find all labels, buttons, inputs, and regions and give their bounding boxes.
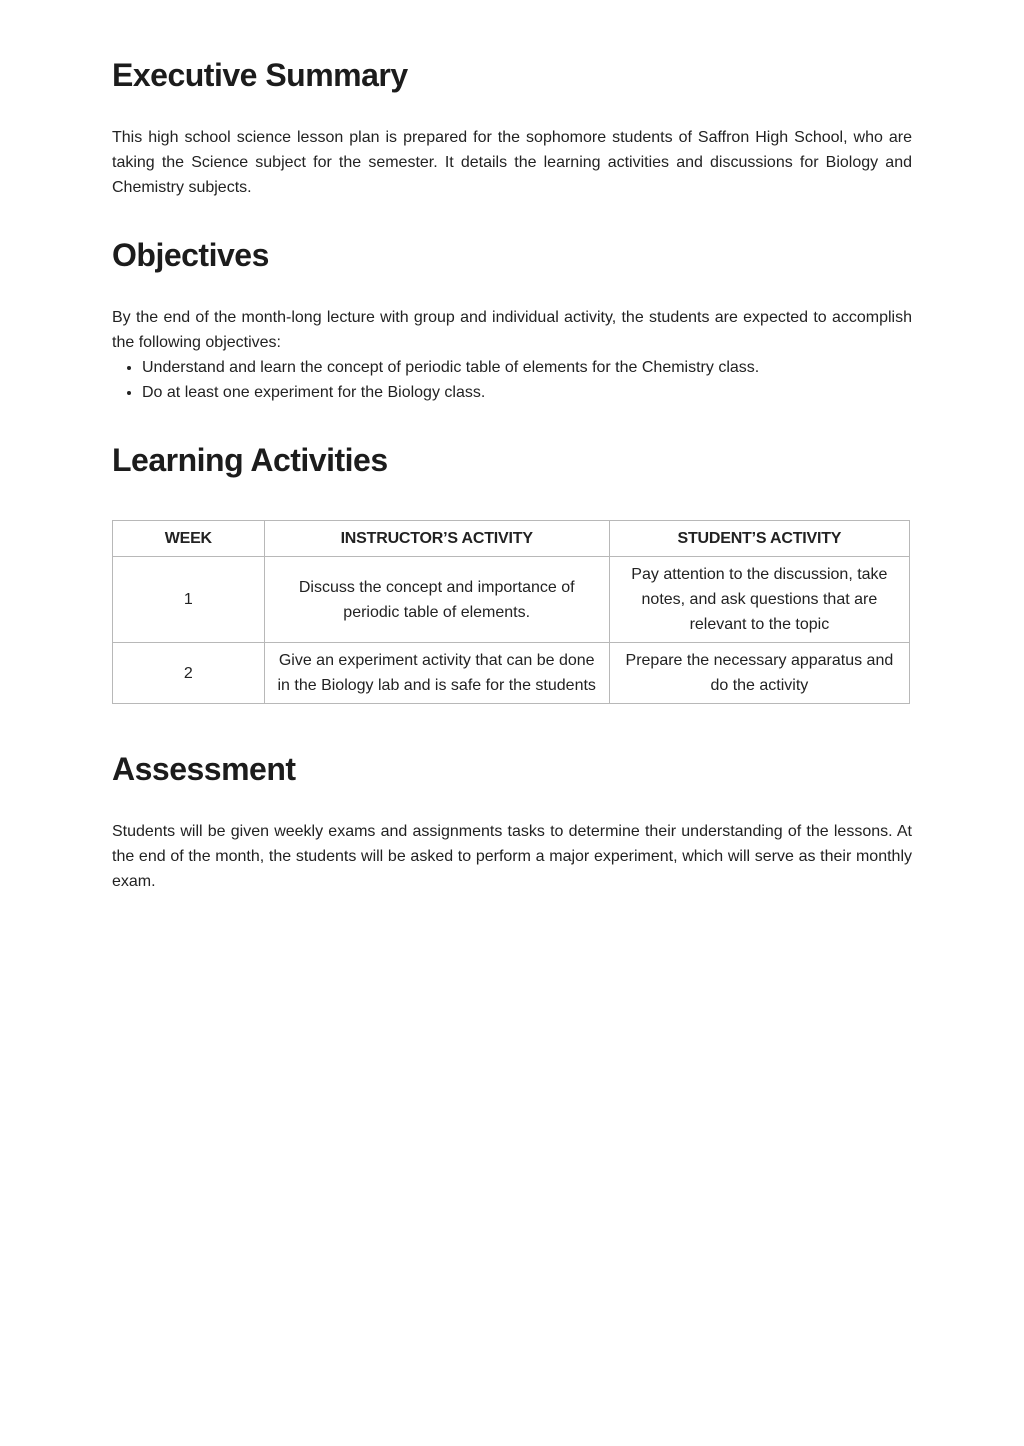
objective-item: • Do at least one experiment for the Biology class. <box>142 380 912 405</box>
learning-activities-table <box>112 520 910 704</box>
learning-activities-heading: Learning Activities <box>112 442 388 478</box>
week-cell: 1 <box>113 557 265 643</box>
objective-item: • Understand and learn the concept of periodic table of elements for the Chemistry class. <box>142 355 912 380</box>
student-activity-cell: Pay attention to the discussion, take notes, and ask questions that are relevant to the topic <box>609 557 909 643</box>
objectives-heading: Objectives <box>112 237 269 273</box>
instructor-activity-cell: Give an experiment activity that can be done in the Biology lab and is safe for the students <box>264 643 609 704</box>
table-row <box>113 643 910 704</box>
executive-summary-heading: Executive Summary <box>112 57 408 93</box>
objectives-list <box>112 355 912 405</box>
column-header-instructor-activity: INSTRUCTOR’S ACTIVITY <box>264 521 609 557</box>
executive-summary-paragraph: This high school science lesson plan is prepared for the sophomore students of Saffron High School, who are taking the Science subject for the semester. It details the learning activities and discussions for Biology and Chemistry subjects. <box>112 129 912 196</box>
table-row <box>113 557 910 643</box>
objectives-intro-paragraph: By the end of the month-long lecture with group and individual activity, the students are expected to accomplish the following objectives: <box>112 309 912 351</box>
assessment-paragraph: Students will be given weekly exams and assignments tasks to determine their understanding of the lessons. At the end of the month, the students will be asked to perform a major experiment, which will serve as their monthly exam. <box>112 823 912 890</box>
assessment-heading: Assessment <box>112 751 296 787</box>
column-header-student-activity: STUDENT’S ACTIVITY <box>609 521 909 557</box>
student-activity-cell: Prepare the necessary apparatus and do the activity <box>609 643 909 704</box>
week-cell: 2 <box>113 643 265 704</box>
instructor-activity-cell: Discuss the concept and importance of periodic table of elements. <box>264 557 609 643</box>
column-header-week: WEEK <box>113 521 265 557</box>
table-header-row <box>113 521 910 557</box>
